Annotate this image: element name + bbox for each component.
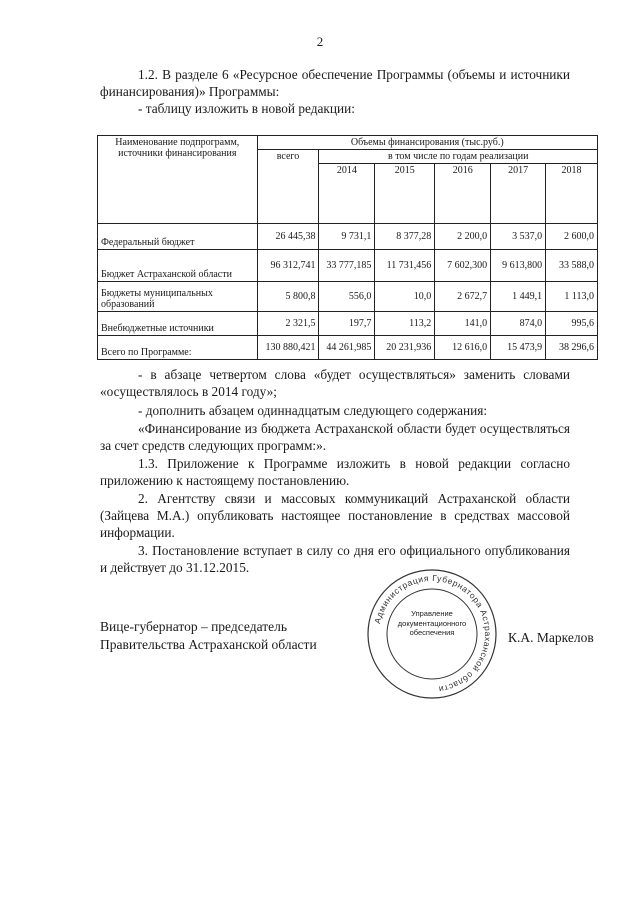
cell-value: 2 321,5 [257, 312, 319, 336]
header-total: всего [257, 150, 319, 224]
row-name: Всего по Программе: [98, 336, 258, 360]
cell-value: 33 588,0 [546, 250, 598, 282]
cell-value: 11 731,456 [375, 250, 435, 282]
table-row-total [98, 336, 598, 360]
body-paragraph: - дополнить абзацем одиннадцатым следующего содержания: [138, 403, 488, 418]
cell-value: 7 602,300 [435, 250, 491, 282]
table-row [98, 282, 598, 312]
table-row [98, 250, 598, 282]
cell-value: 9 613,800 [491, 250, 546, 282]
cell-value: 197,7 [319, 312, 375, 336]
cell-value: 1 449,1 [491, 282, 546, 312]
position-line: Правительства Астраханской области [100, 637, 317, 652]
body-paragraph: «Финансирование из бюджета Астраханской области будет осуществляться за счет средств следующих программ:». [100, 421, 570, 453]
cell-value: 113,2 [375, 312, 435, 336]
row-name: Федеральный бюджет [98, 224, 258, 250]
seal-center-text: Управление документационного обеспечения [397, 609, 467, 637]
header-name: Наименование подпрограмм, источники финансирования [98, 136, 258, 224]
body-paragraph: 2. Агентству связи и массовых коммуникаций Астраханской области (Зайцева М.А.) опубликовать настоящее постановление в средствах массовой информации. [100, 491, 570, 540]
cell-value: 874,0 [491, 312, 546, 336]
cell-value: 96 312,741 [257, 250, 319, 282]
cell-value: 1 113,0 [546, 282, 598, 312]
row-name: Внебюджетные источники [98, 312, 258, 336]
header-year: 2015 [375, 164, 435, 224]
body-paragraph: - в абзаце четвертом слова «будет осуществляться» заменить словами «осуществлялось в 2014 году»; [100, 367, 570, 399]
table-row [98, 312, 598, 336]
page-number: 2 [316, 34, 324, 49]
signature-position [100, 618, 317, 654]
body-paragraph: 1.3. Приложение к Программе изложить в новой редакции согласно приложению к настоящему постановлению. [100, 456, 570, 488]
cell-value: 141,0 [435, 312, 491, 336]
cell-value: 9 731,1 [319, 224, 375, 250]
header-year: 2016 [435, 164, 491, 224]
cell-value: 3 537,0 [491, 224, 546, 250]
header-year: 2018 [546, 164, 598, 224]
cell-value: 2 600,0 [546, 224, 598, 250]
cell-value: 15 473,9 [491, 336, 546, 360]
header-volume: Объемы финансирования (тыс.руб.) [257, 136, 597, 150]
financing-table [97, 135, 598, 360]
intro-paragraph: 1.2. В разделе 6 «Ресурсное обеспечение Программы (объемы и источники финансирования)» Программы: [100, 67, 570, 99]
cell-value: 2 200,0 [435, 224, 491, 250]
cell-value: 12 616,0 [435, 336, 491, 360]
cell-value: 556,0 [319, 282, 375, 312]
cell-value: 26 445,38 [257, 224, 319, 250]
cell-value: 33 777,185 [319, 250, 375, 282]
cell-value: 44 261,985 [319, 336, 375, 360]
signatory-name: К.А. Маркелов [508, 630, 594, 645]
position-line: Вице-губернатор – председатель [100, 619, 287, 634]
body-paragraph: 3. Постановление вступает в силу со дня его официального опубликования и действует до 31.12.2015. [100, 543, 570, 575]
cell-value: 2 672,7 [435, 282, 491, 312]
cell-value: 38 296,6 [546, 336, 598, 360]
seal-ring-text: Администрация Губернатора Астраханской области [372, 572, 494, 695]
cell-value: 130 880,421 [257, 336, 319, 360]
cell-value: 8 377,28 [375, 224, 435, 250]
row-name: Бюджеты муниципальных образований [98, 282, 258, 312]
cell-value: 5 800,8 [257, 282, 319, 312]
intro-instruction: - таблицу изложить в новой редакции: [138, 101, 355, 116]
table-row [98, 224, 598, 250]
header-year: 2017 [491, 164, 546, 224]
header-years-group: в том числе по годам реализации [319, 150, 598, 164]
row-name: Бюджет Астраханской области [98, 250, 258, 282]
cell-value: 995,6 [546, 312, 598, 336]
cell-value: 20 231,936 [375, 336, 435, 360]
cell-value: 10,0 [375, 282, 435, 312]
header-year: 2014 [319, 164, 375, 224]
